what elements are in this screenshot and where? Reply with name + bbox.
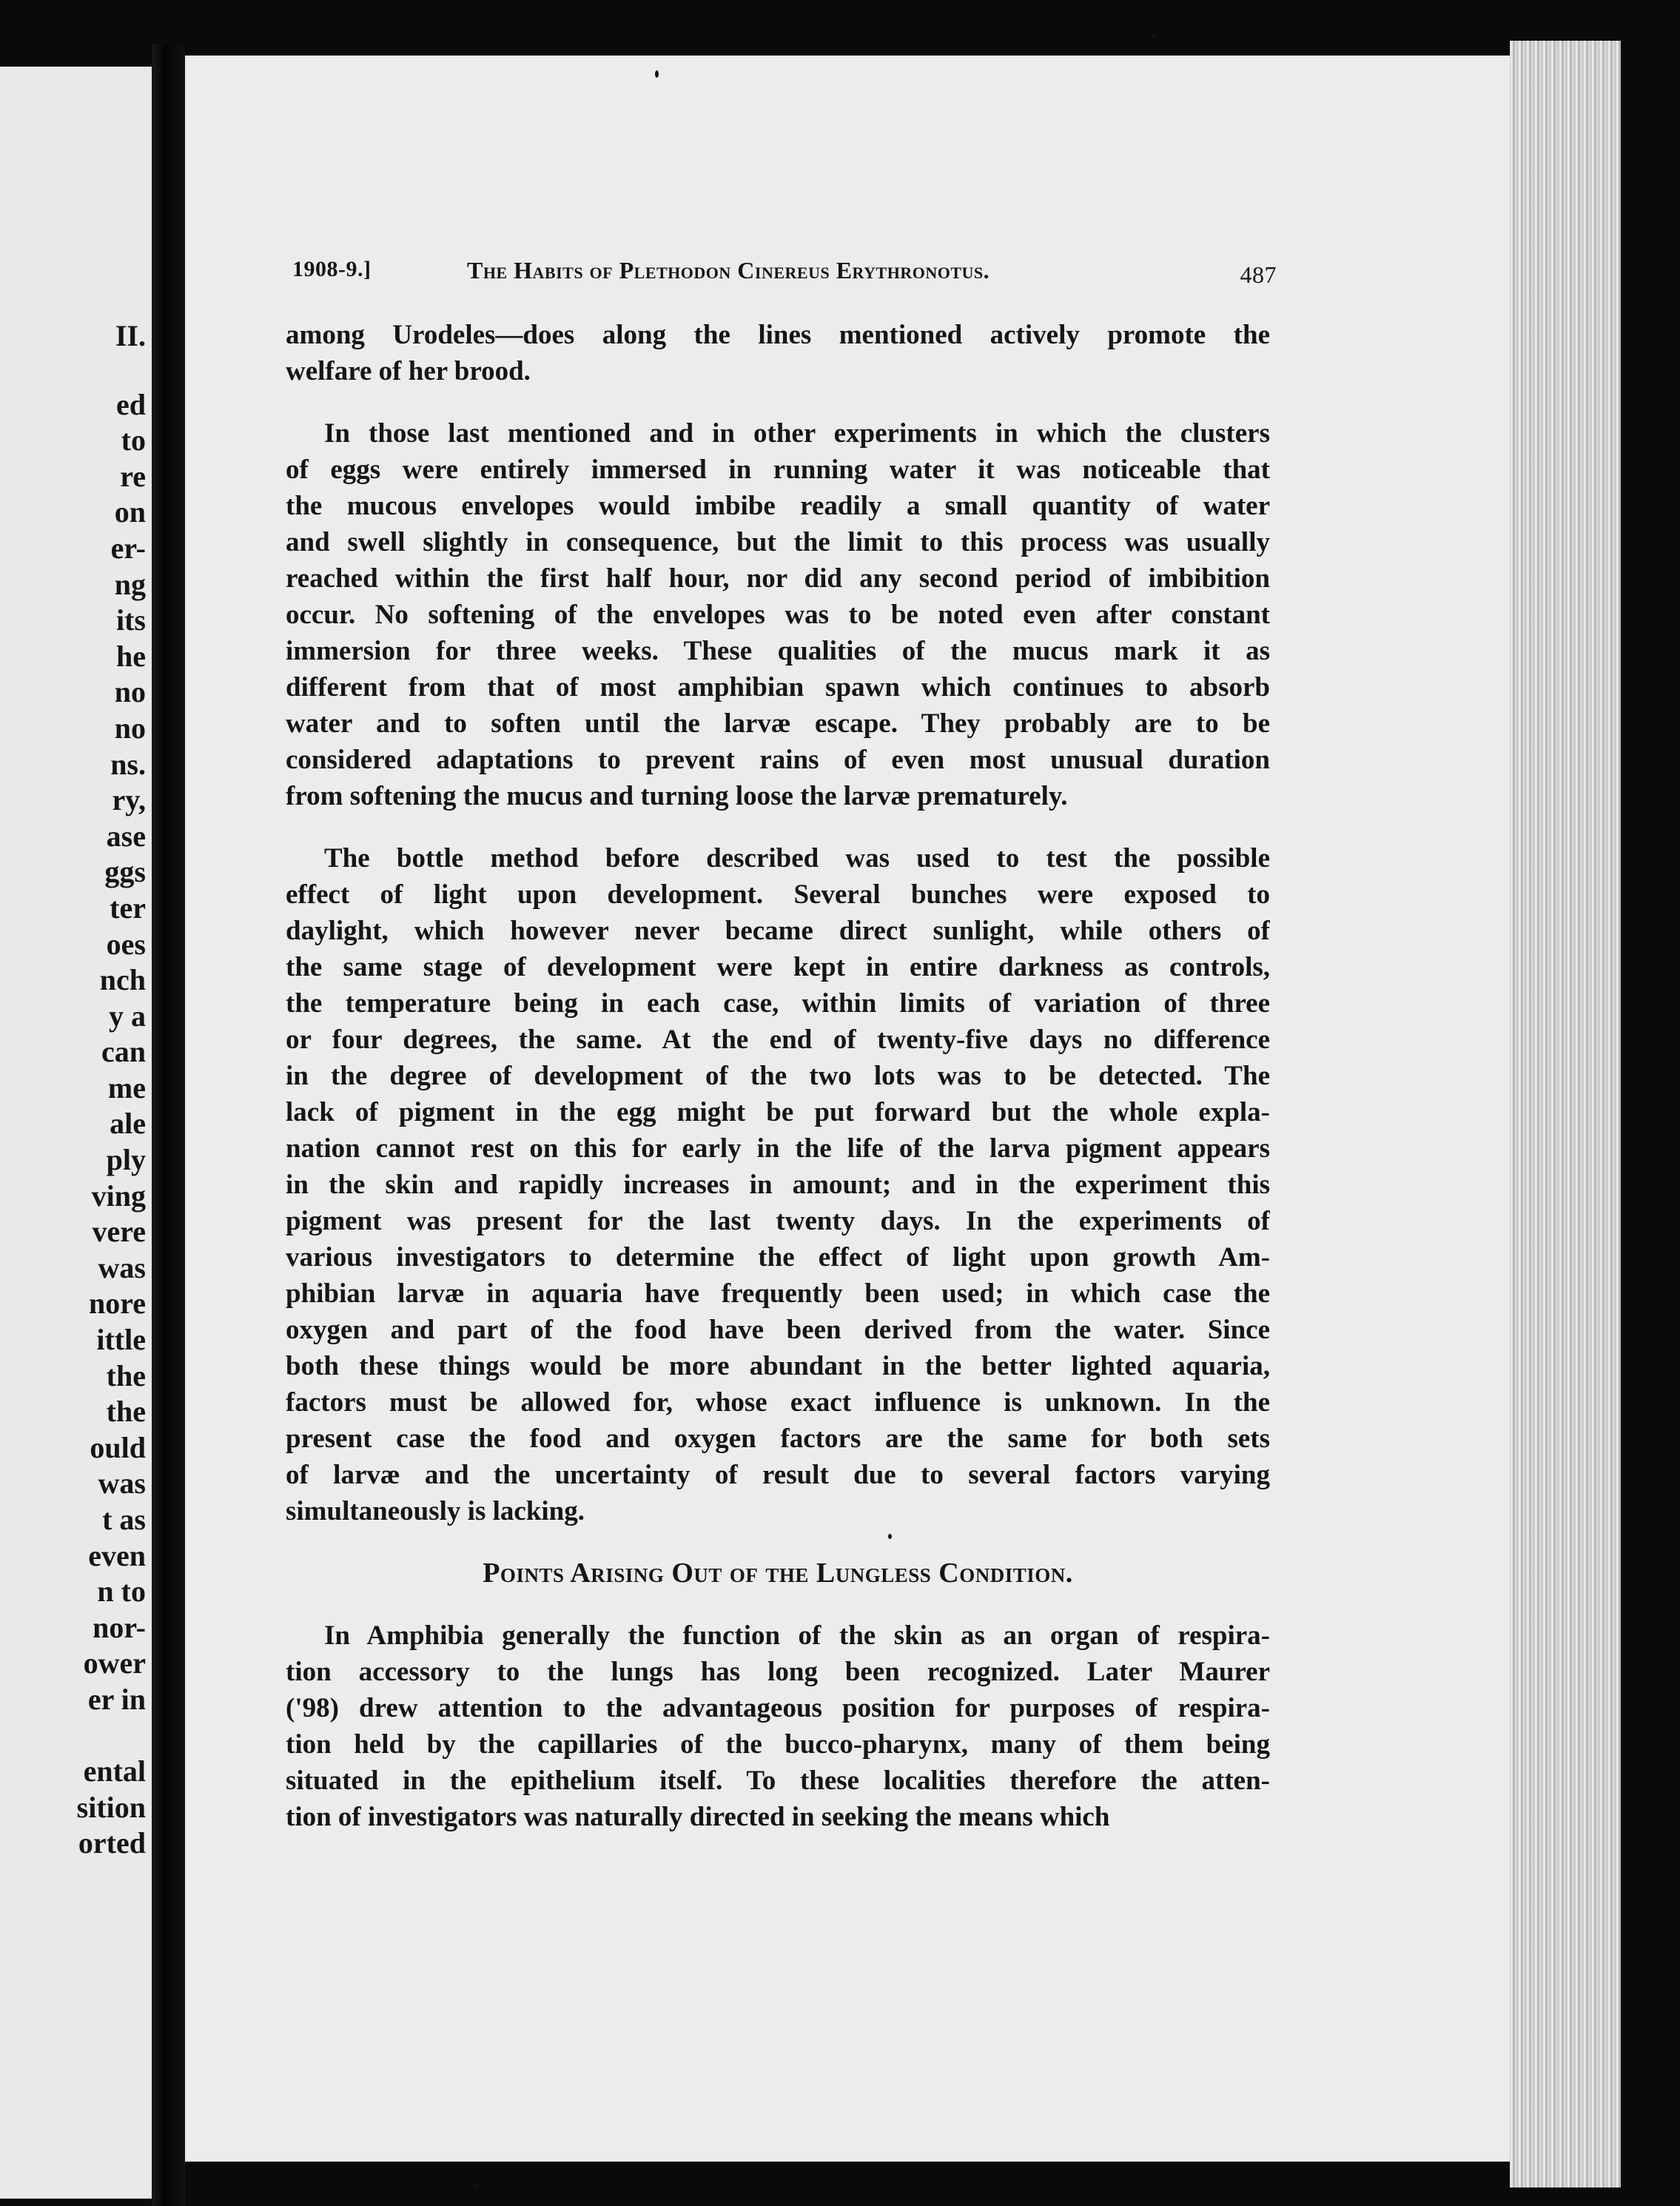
text-line: In Amphibia generally the function of the skin as an organ of respira- <box>324 1620 1270 1651</box>
text-line: in the degree of development of the two lots was to be detected. The <box>286 1061 1270 1091</box>
text-line: nation cannot rest on this for early in the life of the larva pigment appears <box>286 1133 1270 1164</box>
previous-page-fragment <box>13 1718 146 1754</box>
previous-page-fragment: even <box>88 1538 146 1572</box>
text-line: both these things would be more abundant in the better lighted aquaria, <box>286 1351 1270 1381</box>
page-edges-stack <box>1510 41 1621 2187</box>
text-line: water and to soften until the larvæ escape. They probably are to be <box>286 708 1270 739</box>
previous-page-fragment: ower <box>83 1646 146 1680</box>
previous-page-fragment: nor- <box>93 1610 146 1644</box>
previous-page-fragment: ng <box>114 567 146 601</box>
text-line: tion accessory to the lungs has long been recognized. Later Maurer <box>286 1657 1270 1687</box>
previous-page-fragment: was <box>98 1250 146 1284</box>
previous-page-fragment: ving <box>91 1179 146 1213</box>
paragraph-spacer <box>286 389 1270 415</box>
text-line: daylight, which however never became direct sunlight, while others of <box>286 916 1270 946</box>
previous-page-fragment: nch <box>99 963 146 997</box>
previous-page-fragment: ed <box>116 387 146 421</box>
previous-page-fragment: oes <box>106 927 146 961</box>
previous-page-fragment: ental <box>83 1754 146 1788</box>
previous-page-fragment: er- <box>110 531 146 565</box>
previous-page-fragment: n to <box>97 1575 146 1609</box>
text-line: different from that of most amphibian spawn which continues to absorb <box>286 672 1270 703</box>
paragraph <box>286 1617 1270 1835</box>
previous-page-fragment: ns. <box>110 747 146 781</box>
previous-page-fragment: was <box>98 1466 146 1501</box>
text-line: phibian larvæ in aquaria have frequently been used; in which case the <box>286 1278 1270 1309</box>
text-line: The bottle method before described was used to test the possible <box>324 843 1270 874</box>
paragraph <box>286 840 1270 1529</box>
text-line: and swell slightly in consequence, but the limit to this process was usually <box>286 527 1270 557</box>
page-body <box>286 317 1270 1835</box>
previous-page-fragment: ply <box>106 1143 146 1177</box>
previous-page-fragment: the <box>106 1358 146 1392</box>
previous-page-fragment: nore <box>88 1287 146 1321</box>
previous-page-fragment: ry, <box>112 783 146 817</box>
previous-page-fragment: he <box>116 639 146 673</box>
text-line: of eggs were entirely immersed in running water it was noticeable that <box>286 455 1270 485</box>
text-line: present case the food and oxygen factors are the same for both sets <box>286 1424 1270 1454</box>
book-gutter <box>152 44 185 2206</box>
text-line: reached within the first half hour, nor did any second period of imbibition <box>286 563 1270 594</box>
previous-page-fragment: to <box>121 423 146 457</box>
scan-speck <box>1152 33 1156 39</box>
section-heading: Points Arising Out of the Lungless Condition. <box>483 1558 1073 1589</box>
text-line: tion held by the capillaries of the bucco-pharynx, many of them being <box>286 1729 1270 1760</box>
previous-page-fragment: orted <box>78 1826 146 1860</box>
previous-page-fragment: ter <box>110 891 146 925</box>
previous-page-text-fragments <box>13 318 146 1862</box>
text-line: the mucous envelopes would imbibe readily a small quantity of water <box>286 491 1270 521</box>
header-title: The Habits of Plethodon Cinereus Erythronotus. <box>467 257 990 284</box>
text-line: welfare of her brood. <box>286 356 531 386</box>
header-year: 1908-9.] <box>292 257 372 281</box>
text-line: factors must be allowed for, whose exact influence is unknown. In the <box>286 1387 1270 1418</box>
previous-page-fragment: ase <box>106 819 146 853</box>
paragraph-spacer <box>286 814 1270 840</box>
previous-page-fragment: ggs <box>104 855 146 889</box>
text-line: lack of pigment in the egg might be put forward but the whole expla- <box>286 1097 1270 1127</box>
previous-page-fragment: no <box>114 675 146 709</box>
text-line: the temperature being in each case, within limits of variation of three <box>286 988 1270 1019</box>
text-line: effect of light upon development. Several bunches were exposed to <box>286 879 1270 910</box>
scan-speck <box>474 2184 478 2190</box>
paragraph <box>286 317 1270 389</box>
scan-speck <box>888 1534 892 1539</box>
previous-page-fragment: its <box>116 603 146 637</box>
text-line: from softening the mucus and turning loose the larvæ prematurely. <box>286 781 1068 811</box>
text-line: immersion for three weeks. These qualities of the mucus mark it as <box>286 636 1270 666</box>
previous-page-fragment: re <box>120 459 146 493</box>
previous-page-fragment: can <box>101 1035 146 1069</box>
previous-page-fragment: t as <box>102 1503 146 1536</box>
text-line: among Urodeles—does along the lines mentioned actively promote the <box>286 320 1270 350</box>
previous-page-fragment: vere <box>92 1215 146 1249</box>
previous-page-fragment: ittle <box>96 1323 146 1357</box>
page-edge-shadow <box>1621 41 1680 2206</box>
previous-page-fragment: II. <box>115 319 146 352</box>
text-line: of larvæ and the uncertainty of result due to several factors varying <box>286 1460 1270 1490</box>
previous-page-fragment: er in <box>87 1682 146 1716</box>
running-header <box>292 257 1277 301</box>
paragraph <box>286 415 1270 814</box>
text-line: oxygen and part of the food have been derived from the water. Since <box>286 1315 1270 1345</box>
text-line: ('98) drew attention to the advantageous position for purposes of respira- <box>286 1693 1270 1723</box>
previous-page-fragment: y a <box>109 999 146 1033</box>
previous-page-fragment: the <box>106 1395 146 1429</box>
previous-page-fragment: sition <box>76 1790 146 1824</box>
previous-page-fragment: on <box>114 495 146 529</box>
text-line: tion of investigators was naturally directed in seeking the means which <box>286 1802 1110 1832</box>
previous-page-fragment: ould <box>90 1430 146 1464</box>
text-line: the same stage of development were kept in entire darkness as controls, <box>286 952 1270 982</box>
text-line: simultaneously is lacking. <box>286 1496 585 1526</box>
page-number: 487 <box>1240 261 1277 288</box>
text-line: occur. No softening of the envelopes was to be noted even after constant <box>286 600 1270 630</box>
text-line: pigment was present for the last twenty days. In the experiments of <box>286 1206 1270 1236</box>
previous-page-fragment: ale <box>110 1107 146 1141</box>
scan-speck <box>655 70 659 78</box>
previous-page-fragment: me <box>107 1070 146 1104</box>
previous-page-fragment: no <box>114 711 146 745</box>
text-line: in the skin and rapidly increases in amount; and in the experiment this <box>286 1170 1270 1200</box>
text-line: various investigators to determine the effect of light upon growth Am- <box>286 1242 1270 1273</box>
text-line: or four degrees, the same. At the end of twenty-five days no difference <box>286 1025 1270 1055</box>
previous-page-edge <box>0 67 152 2199</box>
text-line: considered adaptations to prevent rains of even most unusual duration <box>286 745 1270 775</box>
text-line: In those last mentioned and in other experiments in which the clusters <box>324 418 1270 449</box>
text-line: situated in the epithelium itself. To these localities therefore the atten- <box>286 1766 1270 1796</box>
